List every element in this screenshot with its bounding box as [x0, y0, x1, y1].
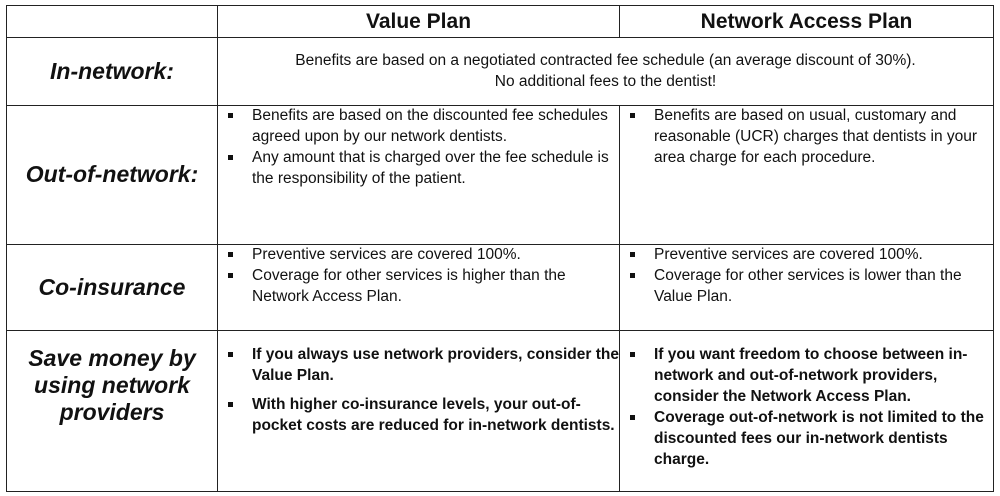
in-network-label: In-network: — [7, 38, 218, 106]
save-money-access-plan-cell — [620, 331, 994, 492]
co-insurance-label: Co-insurance — [7, 245, 218, 331]
out-of-network-access-plan-cell — [620, 106, 994, 245]
list-item: Benefits are based on the discounted fee schedules agreed upon by our network dentists. — [218, 106, 619, 148]
list-item: Benefits are based on usual, customary and reasonable (UCR) charges that dentists in your area charge for each procedure. — [620, 106, 993, 169]
co-insurance-access-plan-cell — [620, 245, 994, 331]
in-network-text-line-2: No additional fees to the dentist! — [494, 72, 717, 90]
in-network-shared-cell — [218, 38, 994, 106]
bullet-list — [620, 245, 993, 308]
co-insurance-value-plan-cell — [218, 245, 620, 331]
out-of-network-label: Out-of-network: — [7, 106, 218, 245]
save-money-row — [7, 331, 994, 492]
list-item: With higher co-insurance levels, your out-of-pocket costs are reduced for in-network dentists. — [218, 395, 619, 437]
save-money-value-plan-cell — [218, 331, 620, 492]
out-of-network-value-plan-cell — [218, 106, 620, 245]
out-of-network-row — [7, 106, 994, 245]
list-item: Coverage for other services is lower than the Value Plan. — [620, 266, 993, 308]
corner-cell — [7, 6, 218, 38]
save-money-label: Save money by using network providers — [7, 331, 218, 492]
in-network-row — [7, 38, 994, 106]
bullet-list — [218, 106, 619, 190]
bullet-list — [218, 245, 619, 308]
list-item: If you always use network providers, consider the Value Plan. — [218, 345, 619, 387]
plan-comparison-table — [6, 5, 994, 492]
value-plan-header: Value Plan — [218, 6, 620, 38]
list-item: Any amount that is charged over the fee schedule is the responsibility of the patient. — [218, 148, 619, 190]
network-access-plan-header: Network Access Plan — [620, 6, 994, 38]
list-item: Coverage out-of-network is not limited to the discounted fees our in-network dentists charge. — [620, 408, 993, 471]
bullet-list — [620, 106, 993, 169]
in-network-text-line-1: Benefits are based on a negotiated contracted fee schedule (an average discount of 30%). — [295, 51, 916, 69]
list-item: Coverage for other services is higher than the Network Access Plan. — [218, 266, 619, 308]
header-row — [7, 6, 994, 38]
co-insurance-row — [7, 245, 994, 331]
list-item: If you want freedom to choose between in-network and out-of-network providers, consider the Network Access Plan. — [620, 345, 993, 408]
bullet-list — [620, 345, 993, 471]
bullet-list — [218, 345, 619, 437]
list-item: Preventive services are covered 100%. — [218, 245, 619, 266]
list-item: Preventive services are covered 100%. — [620, 245, 993, 266]
